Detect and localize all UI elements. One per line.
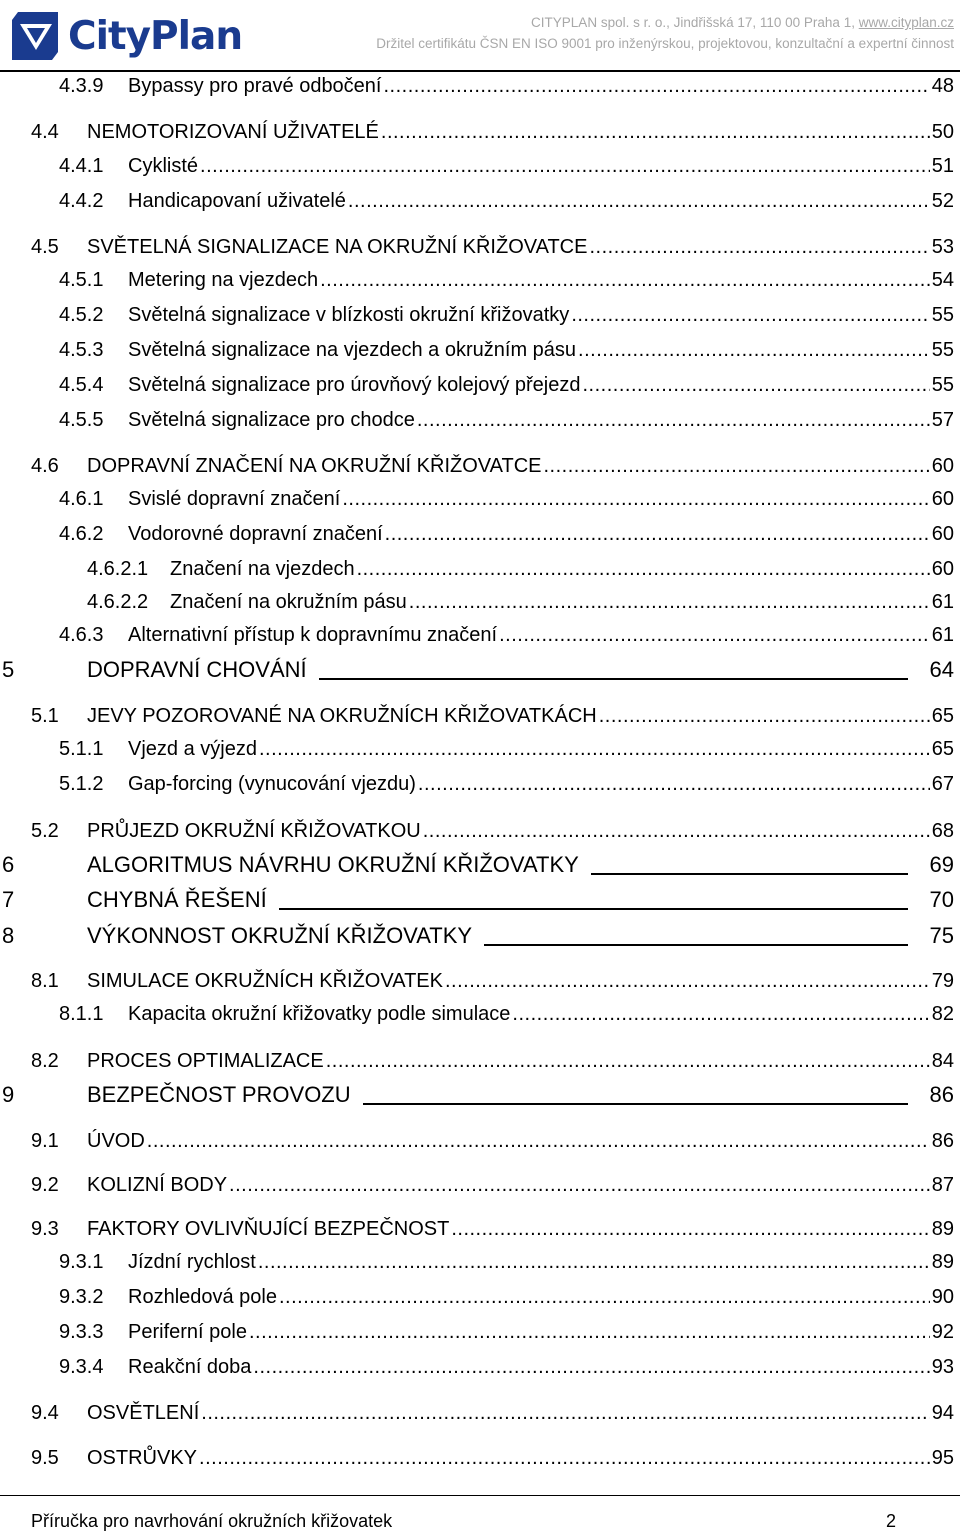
toc-dot-leader <box>512 1000 929 1028</box>
toc-entry-page: 92 <box>931 1321 954 1343</box>
toc-dot-leader <box>249 1318 930 1346</box>
toc-entry-line <box>128 1353 954 1381</box>
toc-entry-page: 87 <box>931 1174 954 1196</box>
toc-entry-title: Cyklisté <box>128 155 199 177</box>
toc-entry-title: Kapacita okružní křižovatky podle simulace <box>128 1003 511 1025</box>
toc-entry-line <box>128 1283 954 1311</box>
toc-entry-number: 5.1 <box>31 705 59 727</box>
toc-entry-number: 8.1 <box>31 970 59 992</box>
toc-dot-leader <box>363 1103 908 1105</box>
toc-entry-number: 4.6.3 <box>59 624 104 646</box>
toc-entry-title: Světelná signalizace pro chodce <box>128 409 415 431</box>
toc-entry-page: 95 <box>931 1447 954 1469</box>
toc-dot-leader <box>445 967 930 995</box>
toc-entry-line <box>87 1444 954 1472</box>
toc-entry-line <box>87 967 954 995</box>
toc-dot-leader <box>582 371 929 399</box>
toc-entry-number: 5.1.1 <box>59 738 104 760</box>
toc-dot-leader <box>591 873 908 875</box>
toc-entry-page: 70 <box>929 887 954 912</box>
toc-entry-number: 9.3.4 <box>59 1356 104 1378</box>
toc-dot-leader <box>201 1399 929 1427</box>
toc-entry-number: 4.6.2.1 <box>87 558 149 580</box>
company-website-link[interactable]: www.cityplan.cz <box>858 15 954 30</box>
toc-entry-title: PRŮJEZD OKRUŽNÍ KŘIŽOVATKOU <box>87 820 421 842</box>
toc-entry[interactable] <box>0 266 960 294</box>
toc-entry-line <box>87 1127 954 1155</box>
toc-dot-leader <box>571 301 929 329</box>
toc-entry[interactable] <box>0 118 960 146</box>
toc-entry[interactable] <box>0 1353 960 1381</box>
toc-entry-page: 68 <box>931 820 954 842</box>
toc-entry-number: 4.5 <box>31 236 59 258</box>
toc-entry-page: 60 <box>931 488 954 510</box>
toc-entry-page: 54 <box>931 269 954 291</box>
toc-entry[interactable] <box>0 967 960 995</box>
toc-entry-number: 9.3.2 <box>59 1286 104 1308</box>
toc-entry-page: 93 <box>931 1356 954 1378</box>
toc-entry-number: 9.3.1 <box>59 1251 104 1273</box>
toc-entry-line <box>128 1000 954 1028</box>
toc-entry-number: 4.5.3 <box>59 339 104 361</box>
toc-entry[interactable] <box>0 406 960 434</box>
toc-entry-number: 9.1 <box>31 1130 59 1152</box>
toc-dot-leader <box>199 1444 930 1472</box>
toc-entry-title: Vjezd a výjezd <box>128 738 257 760</box>
toc-entry-line <box>170 588 954 616</box>
toc-entry-line <box>87 817 954 845</box>
toc-entry[interactable] <box>0 770 960 798</box>
toc-entry[interactable] <box>0 1215 960 1243</box>
toc-entry-title: KOLIZNÍ BODY <box>87 1174 228 1196</box>
toc-dot-leader <box>418 770 930 798</box>
toc-entry-page: 86 <box>931 1130 954 1152</box>
toc-entry-number: 4.5.2 <box>59 304 104 326</box>
toc-entry-line <box>128 152 954 180</box>
toc-entry-line <box>128 266 954 294</box>
toc-entry-title: Reakční doba <box>128 1356 252 1378</box>
toc-entry-title: Periferní pole <box>128 1321 247 1343</box>
toc-entry-title: NEMOTORIZOVANÍ UŽIVATELÉ <box>87 121 379 143</box>
toc-entry-page: 51 <box>931 155 954 177</box>
toc-entry-title: VÝKONNOST OKRUŽNÍ KŘIŽOVATKY <box>87 923 473 948</box>
toc-entry-title: Světelná signalizace na vjezdech a okružním pásu <box>128 339 577 361</box>
toc-dot-leader <box>451 1215 929 1243</box>
toc-entry-line <box>87 1080 954 1110</box>
toc-entry-number: 4.4.1 <box>59 155 104 177</box>
toc-entry-title: BEZPEČNOST PROVOZU <box>87 1082 351 1107</box>
toc-entry-title: Světelná signalizace pro úrovňový kolejový přejezd <box>128 374 581 396</box>
footer-divider <box>0 1495 960 1496</box>
toc-entry-page: 90 <box>931 1286 954 1308</box>
toc-entry-title: Jízdní rychlost <box>128 1251 256 1273</box>
toc-entry[interactable] <box>0 452 960 480</box>
toc-entry[interactable] <box>0 1047 960 1075</box>
toc-entry-title: OSTRŮVKY <box>87 1447 198 1469</box>
toc-dot-leader <box>484 944 907 946</box>
toc-entry-title: SVĚTELNÁ SIGNALIZACE NA OKRUŽNÍ KŘIŽOVATCE <box>87 236 588 258</box>
toc-entry-number: 4.4.2 <box>59 190 104 212</box>
toc-entry-line <box>128 770 954 798</box>
toc-entry[interactable] <box>0 1000 960 1028</box>
toc-entry-number: 7 <box>2 887 15 912</box>
toc-entry-number: 5 <box>2 657 15 682</box>
toc-entry-line <box>87 1047 954 1075</box>
toc-entry-page: 86 <box>929 1082 954 1107</box>
toc-dot-leader <box>384 72 930 100</box>
toc-entry-number: 8.2 <box>31 1050 59 1072</box>
toc-dot-leader <box>320 266 930 294</box>
toc-entry-page: 55 <box>931 374 954 396</box>
toc-entry-number: 9.5 <box>31 1447 59 1469</box>
toc-entry-page: 57 <box>931 409 954 431</box>
toc-entry-page: 52 <box>931 190 954 212</box>
toc-entry-number: 4.3.9 <box>59 75 104 97</box>
toc-entry-number: 4.6.2.2 <box>87 591 149 613</box>
toc-entry-page: 79 <box>931 970 954 992</box>
toc-dot-leader <box>381 118 930 146</box>
toc-dot-leader <box>357 555 930 583</box>
toc-entry-line <box>87 921 954 951</box>
toc-entry[interactable] <box>0 885 960 915</box>
toc-entry[interactable] <box>0 921 960 951</box>
toc-dot-leader <box>599 702 930 730</box>
toc-entry-number: 4.5.5 <box>59 409 104 431</box>
toc-entry-number: 6 <box>2 852 15 877</box>
toc-dot-leader <box>258 1248 930 1276</box>
toc-entry-number: 9.4 <box>31 1402 59 1424</box>
toc-entry[interactable] <box>0 621 960 649</box>
toc-entry-page: 67 <box>931 773 954 795</box>
toc-dot-leader <box>319 678 908 680</box>
toc-entry[interactable] <box>0 371 960 399</box>
toc-entry-line <box>128 406 954 434</box>
toc-entry-page: 75 <box>929 923 954 948</box>
toc-entry-line <box>128 735 954 763</box>
toc-dot-leader <box>544 452 930 480</box>
toc-entry-title: Značení na okružním pásu <box>170 591 407 613</box>
toc-entry-number: 4.4 <box>31 121 59 143</box>
toc-entry-line <box>87 1171 954 1199</box>
toc-entry-line <box>128 485 954 513</box>
toc-entry-page: 55 <box>931 339 954 361</box>
toc-entry-title: SIMULACE OKRUŽNÍCH KŘIŽOVATEK <box>87 970 443 992</box>
toc-entry-title: Svislé dopravní značení <box>128 488 341 510</box>
toc-entry-line <box>87 233 954 261</box>
toc-entry[interactable] <box>0 152 960 180</box>
toc-entry-page: 60 <box>931 558 954 580</box>
toc-entry-number: 4.5.4 <box>59 374 104 396</box>
company-address: CITYPLAN spol. s r. o., Jindřišská 17, 110 00 Praha 1, <box>531 15 859 30</box>
toc-entry-title: Gap-forcing (vynucování vjezdu) <box>128 773 416 795</box>
toc-entry[interactable] <box>0 702 960 730</box>
toc-dot-leader <box>417 406 930 434</box>
toc-entry-page: 60 <box>931 523 954 545</box>
toc-entry-line <box>87 885 954 915</box>
toc-dot-leader <box>259 735 930 763</box>
toc-entry[interactable] <box>0 520 960 548</box>
toc-entry-title: Světelná signalizace v blízkosti okružní křižovatky <box>128 304 570 326</box>
toc-dot-leader <box>326 1047 930 1075</box>
toc-entry-line <box>87 655 954 685</box>
toc-entry[interactable] <box>0 817 960 845</box>
toc-entry-title: ALGORITMUS NÁVRHU OKRUŽNÍ KŘIŽOVATKY <box>87 852 579 877</box>
toc-dot-leader <box>589 233 929 261</box>
toc-dot-leader <box>578 336 930 364</box>
logo-text: CityPlan <box>68 14 243 59</box>
toc-entry-line <box>128 72 954 100</box>
toc-dot-leader <box>279 1283 930 1311</box>
toc-entry-number: 9.3.3 <box>59 1321 104 1343</box>
toc-dot-leader <box>348 187 930 215</box>
certificate-line: Držitel certifikátu ČSN EN ISO 9001 pro inženýrskou, projektovou, konzultační a expertní činnost <box>376 36 954 51</box>
toc-dot-leader <box>385 520 930 548</box>
toc-entry-title: DOPRAVNÍ ZNAČENÍ NA OKRUŽNÍ KŘIŽOVATCE <box>87 455 542 477</box>
toc-entry[interactable] <box>0 301 960 329</box>
toc-entry[interactable] <box>0 1171 960 1199</box>
toc-entry-line <box>87 850 954 880</box>
toc-entry-title: Rozhledová pole <box>128 1286 277 1308</box>
toc-entry-line <box>87 1399 954 1427</box>
toc-entry-title: ÚVOD <box>87 1130 145 1152</box>
toc-entry[interactable] <box>0 233 960 261</box>
toc-entry-line <box>128 1248 954 1276</box>
toc-entry-page: 64 <box>929 657 954 682</box>
toc-entry[interactable] <box>0 850 960 880</box>
toc-entry-page: 53 <box>931 236 954 258</box>
toc-entry-number: 9.3 <box>31 1218 59 1240</box>
toc-dot-leader <box>147 1127 930 1155</box>
toc-entry[interactable] <box>0 735 960 763</box>
toc-entry-number: 4.6.2 <box>59 523 104 545</box>
toc-entry-line <box>87 118 954 146</box>
toc-entry-line <box>170 555 954 583</box>
toc-entry-page: 61 <box>931 624 954 646</box>
toc-entry-page: 61 <box>931 591 954 613</box>
toc-entry[interactable] <box>0 187 960 215</box>
toc-dot-leader <box>253 1353 929 1381</box>
toc-entry[interactable] <box>0 485 960 513</box>
toc-entry-page: 89 <box>931 1218 954 1240</box>
toc-entry[interactable] <box>0 555 960 583</box>
toc-entry[interactable] <box>0 655 960 685</box>
toc-entry-title: JEVY POZOROVANÉ NA OKRUŽNÍCH KŘIŽOVATKÁCH <box>87 705 597 727</box>
toc-entry[interactable] <box>0 72 960 100</box>
toc-entry-title: Metering na vjezdech <box>128 269 319 291</box>
toc-dot-leader <box>279 908 908 910</box>
toc-entry-page: 65 <box>931 705 954 727</box>
toc-entry[interactable] <box>0 336 960 364</box>
toc-entry-number: 8 <box>2 923 15 948</box>
toc-entry-line <box>128 621 954 649</box>
toc-entry[interactable] <box>0 1283 960 1311</box>
toc-entry-page: 60 <box>931 455 954 477</box>
toc-entry-page: 82 <box>931 1003 954 1025</box>
toc-dot-leader <box>409 588 930 616</box>
toc-entry-title: Značení na vjezdech <box>170 558 355 580</box>
toc-entry-number: 4.6 <box>31 455 59 477</box>
toc-entry-line <box>87 1215 954 1243</box>
toc-entry-page: 55 <box>931 304 954 326</box>
toc-dot-leader <box>499 621 930 649</box>
toc-entry-line <box>128 371 954 399</box>
toc-entry[interactable] <box>0 1444 960 1472</box>
toc-entry[interactable] <box>0 1127 960 1155</box>
toc-entry[interactable] <box>0 1080 960 1110</box>
toc-entry-page: 84 <box>931 1050 954 1072</box>
toc-entry-number: 9 <box>2 1082 15 1107</box>
toc-entry-number: 8.1.1 <box>59 1003 104 1025</box>
toc-entry-line <box>128 336 954 364</box>
toc-entry-title: Alternativní přístup k dopravnímu značení <box>128 624 498 646</box>
footer-page-number: 2 <box>886 1511 897 1531</box>
toc-entry-title: Vodorovné dopravní značení <box>128 523 383 545</box>
footer-document-title: Příručka pro navrhování okružních křižovatek <box>31 1511 393 1531</box>
toc-dot-leader <box>200 152 930 180</box>
toc-entry-line <box>128 301 954 329</box>
toc-entry-title: OSVĚTLENÍ <box>87 1402 200 1424</box>
toc-entry-line <box>128 187 954 215</box>
toc-entry-number: 4.5.1 <box>59 269 104 291</box>
toc-entry-line <box>128 520 954 548</box>
toc-dot-leader <box>229 1171 930 1199</box>
toc-entry[interactable] <box>0 1318 960 1346</box>
toc-entry-number: 4.6.1 <box>59 488 104 510</box>
toc-dot-leader <box>423 817 930 845</box>
toc-entry-number: 5.1.2 <box>59 773 104 795</box>
toc-entry-page: 69 <box>929 852 954 877</box>
toc-entry-title: Handicapovaní uživatelé <box>128 190 346 212</box>
toc-entry-title: FAKTORY OVLIVŇUJÍCÍ BEZPEČNOST <box>87 1218 450 1240</box>
toc-entry-page: 89 <box>931 1251 954 1273</box>
toc-entry-page: 94 <box>931 1402 954 1424</box>
toc-entry[interactable] <box>0 1248 960 1276</box>
toc-dot-leader <box>342 485 929 513</box>
toc-entry-number: 9.2 <box>31 1174 59 1196</box>
toc-entry-line <box>87 702 954 730</box>
toc-entry-page: 65 <box>931 738 954 760</box>
toc-entry-title: PROCES OPTIMALIZACE <box>87 1050 324 1072</box>
toc-entry[interactable] <box>0 588 960 616</box>
toc-entry-page: 50 <box>931 121 954 143</box>
toc-entry-title: DOPRAVNÍ CHOVÁNÍ <box>87 657 307 682</box>
toc-entry-line <box>128 1318 954 1346</box>
toc-entry-page: 48 <box>931 75 954 97</box>
toc-entry-line <box>87 452 954 480</box>
toc-entry-number: 5.2 <box>31 820 59 842</box>
toc-entry[interactable] <box>0 1399 960 1427</box>
toc-entry-title: CHYBNÁ ŘEŠENÍ <box>87 887 267 912</box>
toc-entry-title: Bypassy pro pravé odbočení <box>128 75 382 97</box>
